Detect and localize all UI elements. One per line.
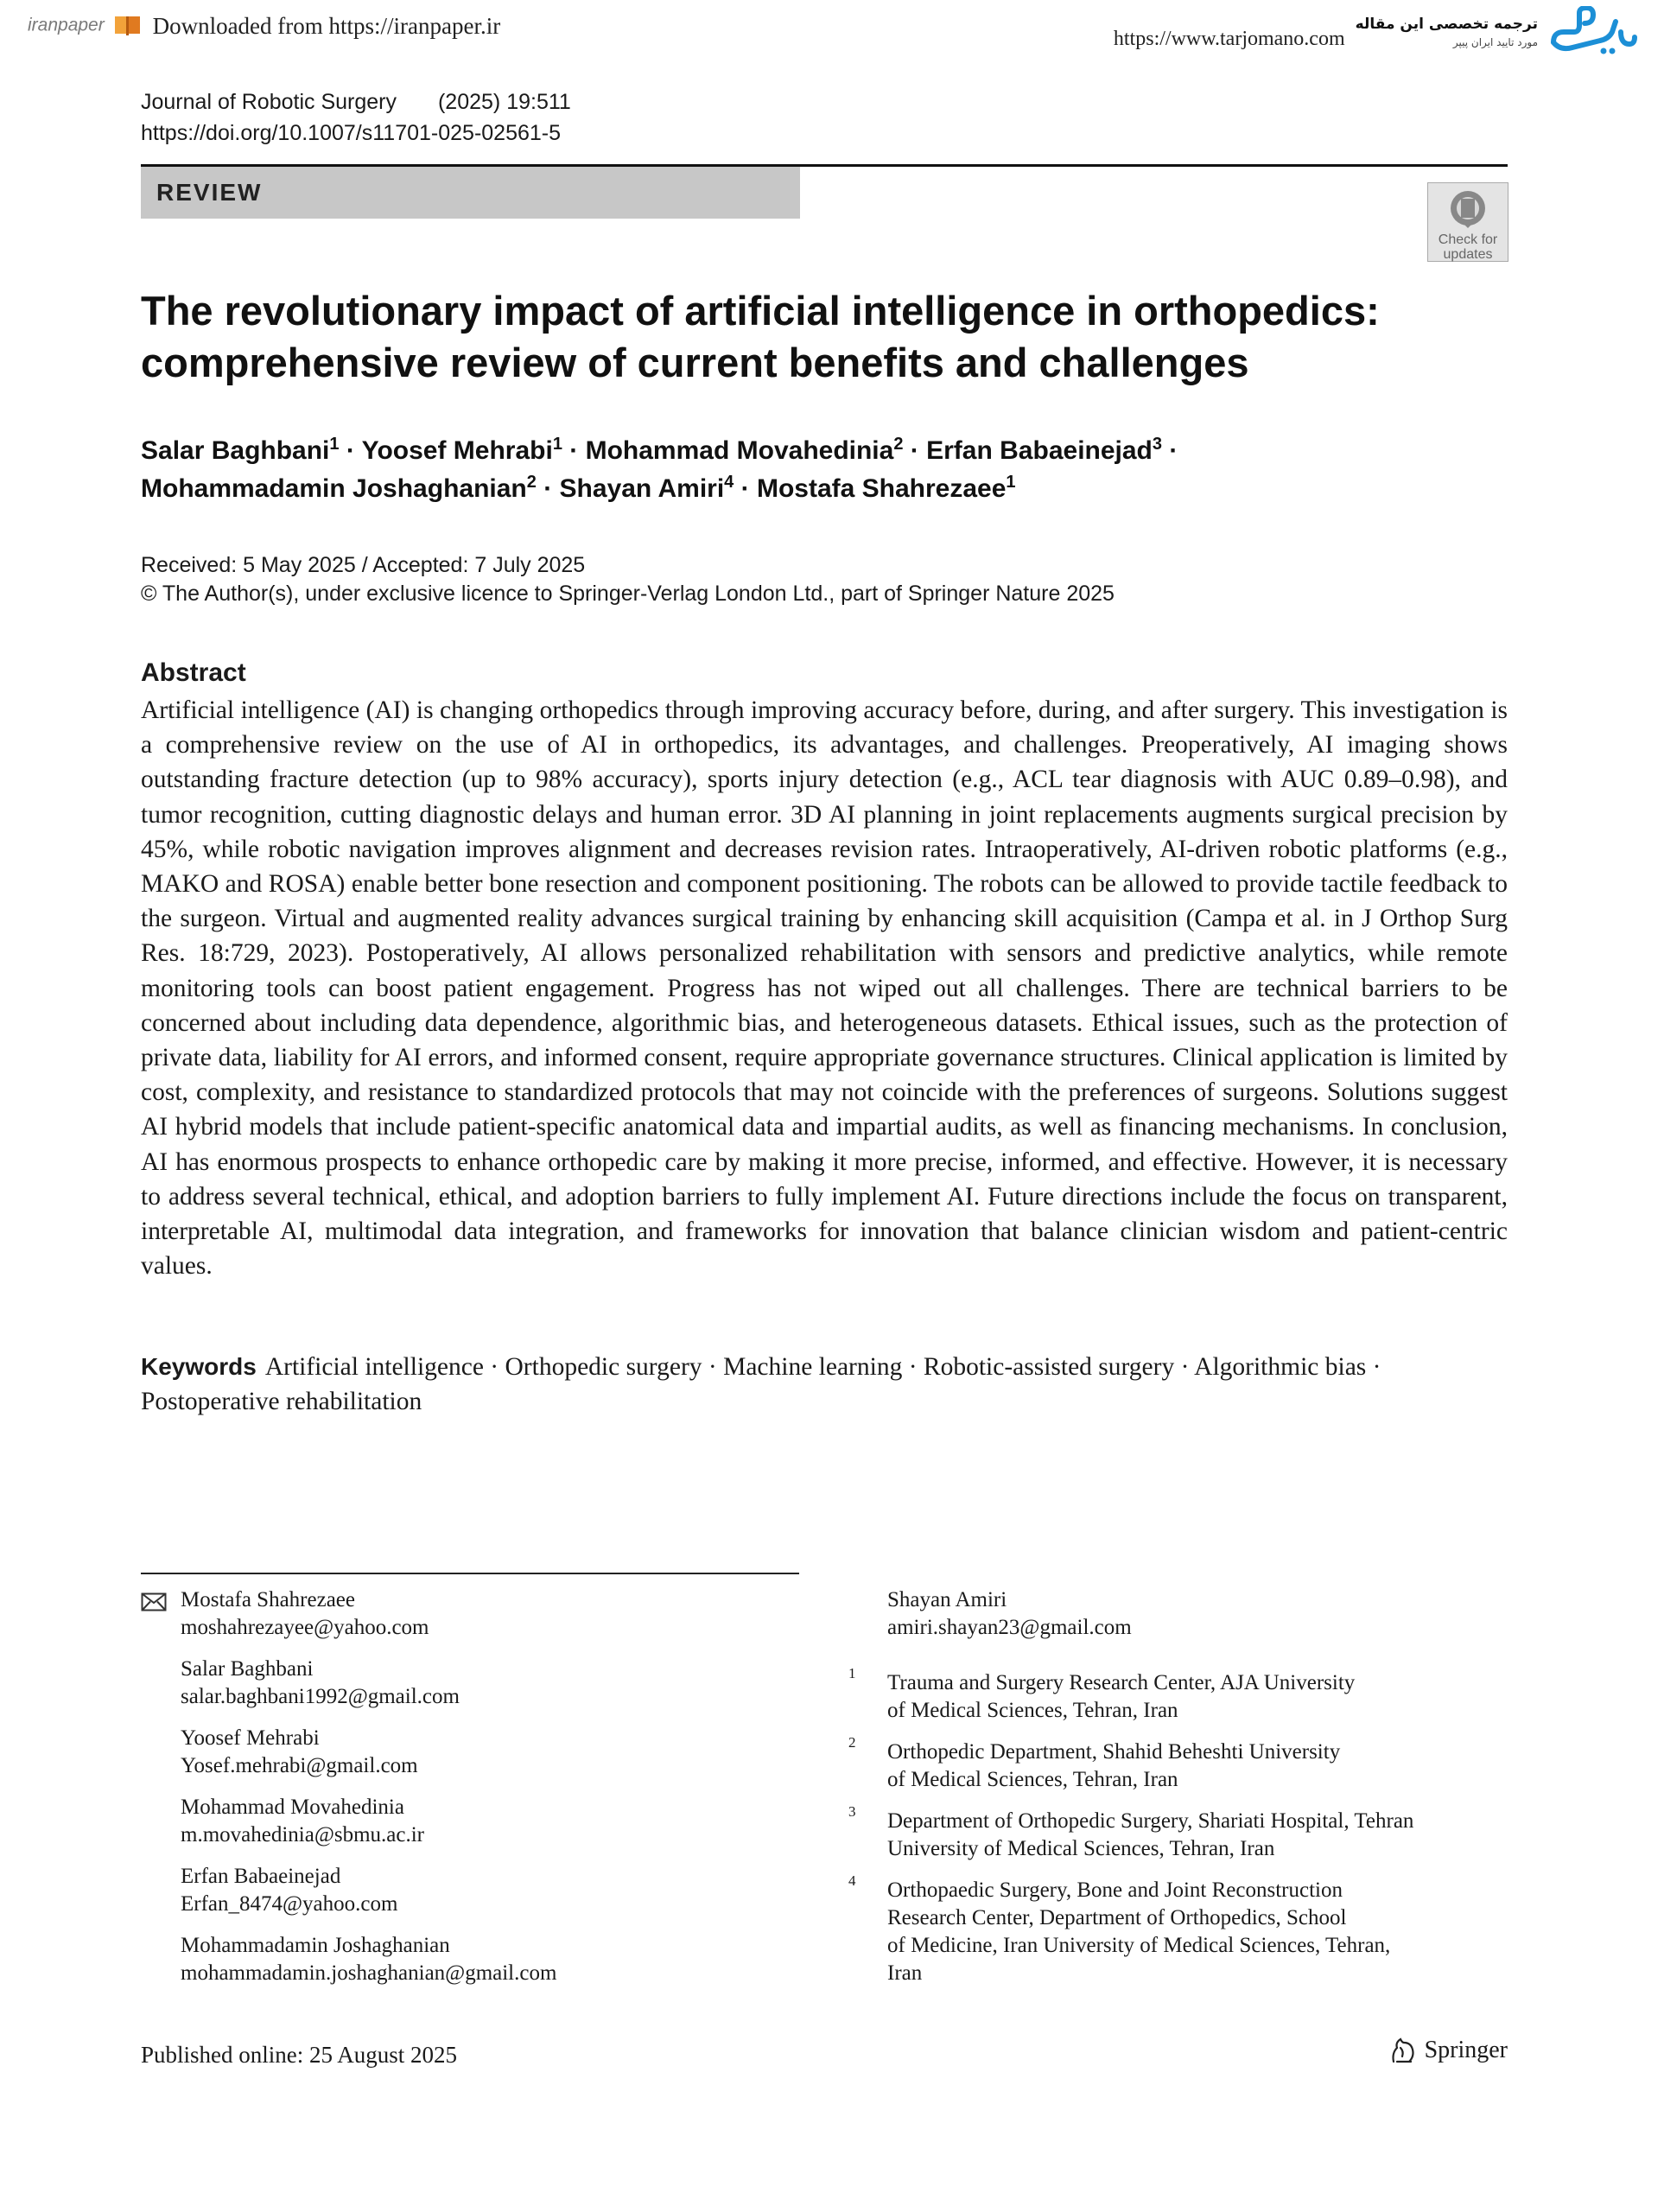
contact-email[interactable]: salar.baghbani1992@gmail.com — [181, 1685, 460, 1708]
published-online: Published online: 25 August 2025 — [141, 2042, 458, 2068]
article-title: The revolutionary impact of artificial intelligence in orthopedics: comprehensive review of current benefits and challenges — [141, 288, 1380, 385]
springer-horse-icon — [1388, 2036, 1418, 2065]
contact-name: Erfan Babaeinejad — [181, 1865, 341, 1888]
contact-name: Mostafa Shahrezaee — [181, 1588, 355, 1611]
contact-email[interactable]: Erfan_8474@yahoo.com — [181, 1892, 398, 1916]
author-affiliation-mark: 4 — [724, 473, 734, 492]
affiliation-number: 4 — [848, 1872, 856, 1889]
abstract-text: Artificial intelligence (AI) is changing orthopedics through improving accuracy before, during, and after surgery. This investigation is a comprehensive review on the use of AI in orthopedics, its advantages, and challenges. Preoperatively, AI imaging shows outstanding fracture detection (up to 98% accuracy), sports injury detection (e.g., ACL tear diagnosis with AUC 0.89–0.98), and tumor recognition, cutting diagnostic delays and human error. 3D AI planning in joint replacements augments surgical precision by 45%, while robotic navigation improves alignment and decreases revision rates. Intraoperatively, AI-driven robotic platforms (e.g., MAKO and ROSA) enable better bone resection and component positioning. The robots can be allowed to provide tactile feedback to the surgeon. Virtual and augmented reality advances surgical training by enhancing skill acquisition (Campa et al. in J Orthop Surg Res. 18:729, 2023). Postoperatively, AI allows personalized rehabilitation with sensors and predictive analytics, while remote monitoring tools can boost patient engagement. Progress has not wiped out all challenges. There are technical barriers to be concerned about including data dependence, algorithmic bias, and heterogeneous datasets. Ethical issues, such as the protection of private data, liability for AI errors, and informed consent, require appropriate governance structures. Clinical application is limited by cost, complexity, and resistance to standardized protocols that may not coincide with the preferences of surgeons. Solutions suggest AI hybrid models that include patient-specific anatomical data and impartial audits, as well as financing mechanisms. In conclusion, AI has enormous prospects to enhance orthopedic care by making it more precise, informed, and effective. However, it is necessary to address several technical, ethical, and adoption barriers to fully implement AI. Future directions include the focus on transparent, interpretable AI, multimodal data integration, and frameworks for innovation that balance clinician wisdom and patient-centric values. — [141, 696, 1508, 1281]
keywords-list: Artificial intelligence · Orthopedic surgery · Machine learning · Robotic-assisted surgery · Algorithmic bias · Postoperative rehabilitation — [141, 1353, 1381, 1415]
author-name-text: Erfan Babaeinejad — [926, 436, 1153, 465]
contact-entry — [181, 1863, 397, 1918]
contact-email[interactable]: moshahrezayee@yahoo.com — [181, 1616, 429, 1639]
contact-name: Mohammad Movahedinia — [181, 1796, 404, 1819]
author-affiliation-mark: 2 — [893, 435, 904, 454]
author-affiliation-mark: 3 — [1152, 435, 1163, 454]
affiliation-line: of Medical Sciences, Tehran, Iran — [887, 1768, 1178, 1791]
contact-entry — [181, 1586, 429, 1642]
copyright-notice: © The Author(s), under exclusive licence to Springer-Verlag London Ltd., part of Springer Nature 2025 — [141, 582, 1115, 606]
author-name[interactable] — [586, 436, 904, 465]
affiliation — [887, 1877, 1492, 1987]
keywords-heading: Keywords — [141, 1353, 257, 1380]
affiliation-number: 3 — [848, 1803, 856, 1820]
affiliation-number: 2 — [848, 1734, 856, 1751]
affiliation-line: of Medical Sciences, Tehran, Iran — [887, 1699, 1178, 1722]
iranpaper-logo[interactable]: iranpaper — [28, 13, 143, 39]
author-list — [141, 432, 1489, 508]
author-separator: · — [536, 474, 560, 503]
book-icon — [113, 13, 143, 39]
contact-entry — [181, 1794, 424, 1849]
check-for-updates-button[interactable] — [1427, 182, 1508, 262]
mail-icon — [141, 1592, 167, 1611]
author-name-text: Mohammadamin Joshaghanian — [141, 474, 527, 503]
author-separator: · — [1162, 436, 1178, 465]
author-name-text: Yoosef Mehrabi — [361, 436, 553, 465]
affiliation-line: Orthopaedic Surgery, Bone and Joint Reconstruction — [887, 1878, 1343, 1902]
download-banner — [28, 9, 500, 43]
publisher-logo — [1388, 2036, 1508, 2065]
affiliation-line: Iran — [887, 1961, 923, 1985]
author-name-text: Salar Baghbani — [141, 436, 330, 465]
author-name[interactable] — [560, 474, 734, 503]
contact-email[interactable]: mohammadamin.joshaghanian@gmail.com — [181, 1961, 557, 1985]
tarjomano-banner[interactable] — [1114, 3, 1638, 60]
contact-entry — [181, 1725, 418, 1780]
tarjomano-line-2: مورد تایید ایران پیپر — [1452, 36, 1538, 48]
author-separator: · — [903, 436, 927, 465]
contact-name: Yoosef Mehrabi — [181, 1726, 320, 1750]
author-affiliation-mark: 1 — [552, 435, 562, 454]
author-name[interactable] — [926, 436, 1162, 465]
author-separator: · — [562, 436, 586, 465]
tarjomano-logo-icon — [1548, 6, 1638, 58]
contact-name: Shayan Amiri — [887, 1588, 1007, 1611]
contact-entry — [181, 1932, 556, 1987]
author-name[interactable] — [141, 474, 537, 503]
check-updates-label: Check for updates — [1438, 232, 1498, 262]
tarjomano-url[interactable]: https://www.tarjomano.com — [1113, 27, 1345, 50]
author-separator: · — [339, 436, 362, 465]
journal-volume: (2025) 19:511 — [437, 90, 571, 114]
contact-entry — [887, 1586, 1132, 1642]
affiliation — [887, 1738, 1492, 1794]
affiliation-line: University of Medical Sciences, Tehran, Iran — [887, 1837, 1275, 1860]
author-name-text: Shayan Amiri — [559, 474, 725, 503]
article-dates — [141, 551, 1115, 608]
contact-name: Salar Baghbani — [181, 1657, 314, 1681]
check-updates-icon — [1447, 188, 1489, 228]
journal-name: Journal of Robotic Surgery — [141, 90, 397, 114]
contact-name: Mohammadamin Joshaghanian — [181, 1934, 450, 1957]
contact-email[interactable]: Yosef.mehrabi@gmail.com — [181, 1754, 418, 1777]
footnote-rule — [141, 1573, 799, 1574]
received-accepted: Received: 5 May 2025 / Accepted: 7 July 2025 — [141, 553, 586, 577]
affiliation-number: 1 — [848, 1665, 856, 1681]
author-name-text: Mostafa Shahrezaee — [756, 474, 1007, 503]
author-name[interactable] — [141, 436, 340, 465]
tarjomano-tagline — [1356, 16, 1538, 48]
downloaded-from-link[interactable]: Downloaded from https://iranpaper.ir — [152, 12, 501, 39]
author-affiliation-mark: 1 — [329, 435, 340, 454]
author-affiliation-mark: 1 — [1006, 473, 1016, 492]
keywords — [141, 1350, 1508, 1419]
contact-entry — [181, 1656, 460, 1711]
affiliation-line: Department of Orthopedic Surgery, Shariati Hospital, Tehran — [887, 1809, 1414, 1833]
affiliation-line: of Medicine, Iran University of Medical Sciences, Tehran, — [887, 1934, 1391, 1957]
affiliation-line: Trauma and Surgery Research Center, AJA University — [887, 1671, 1356, 1694]
author-name-text: Mohammad Movahedinia — [585, 436, 894, 465]
section-label: REVIEW — [156, 179, 263, 206]
affiliation — [887, 1808, 1492, 1863]
tarjomano-line-1: ترجمه تخصصی این مقاله — [1355, 16, 1538, 33]
abstract-heading: Abstract — [141, 658, 246, 687]
author-name[interactable] — [757, 474, 1016, 503]
author-affiliation-mark: 2 — [526, 473, 537, 492]
journal-citation — [141, 90, 571, 115]
affiliation-line: Research Center, Department of Orthopedics, School — [887, 1906, 1347, 1929]
affiliation — [887, 1669, 1492, 1725]
author-name[interactable] — [362, 436, 562, 465]
affiliation-line: Orthopedic Department, Shahid Beheshti University — [887, 1740, 1341, 1764]
publisher-name: Springer — [1424, 2037, 1508, 2063]
author-separator: · — [734, 474, 757, 503]
doi-link[interactable]: https://doi.org/10.1007/s11701-025-02561-5 — [141, 121, 562, 145]
contact-email[interactable]: m.movahedinia@sbmu.ac.ir — [181, 1823, 424, 1847]
contact-email[interactable]: amiri.shayan23@gmail.com — [887, 1616, 1132, 1639]
